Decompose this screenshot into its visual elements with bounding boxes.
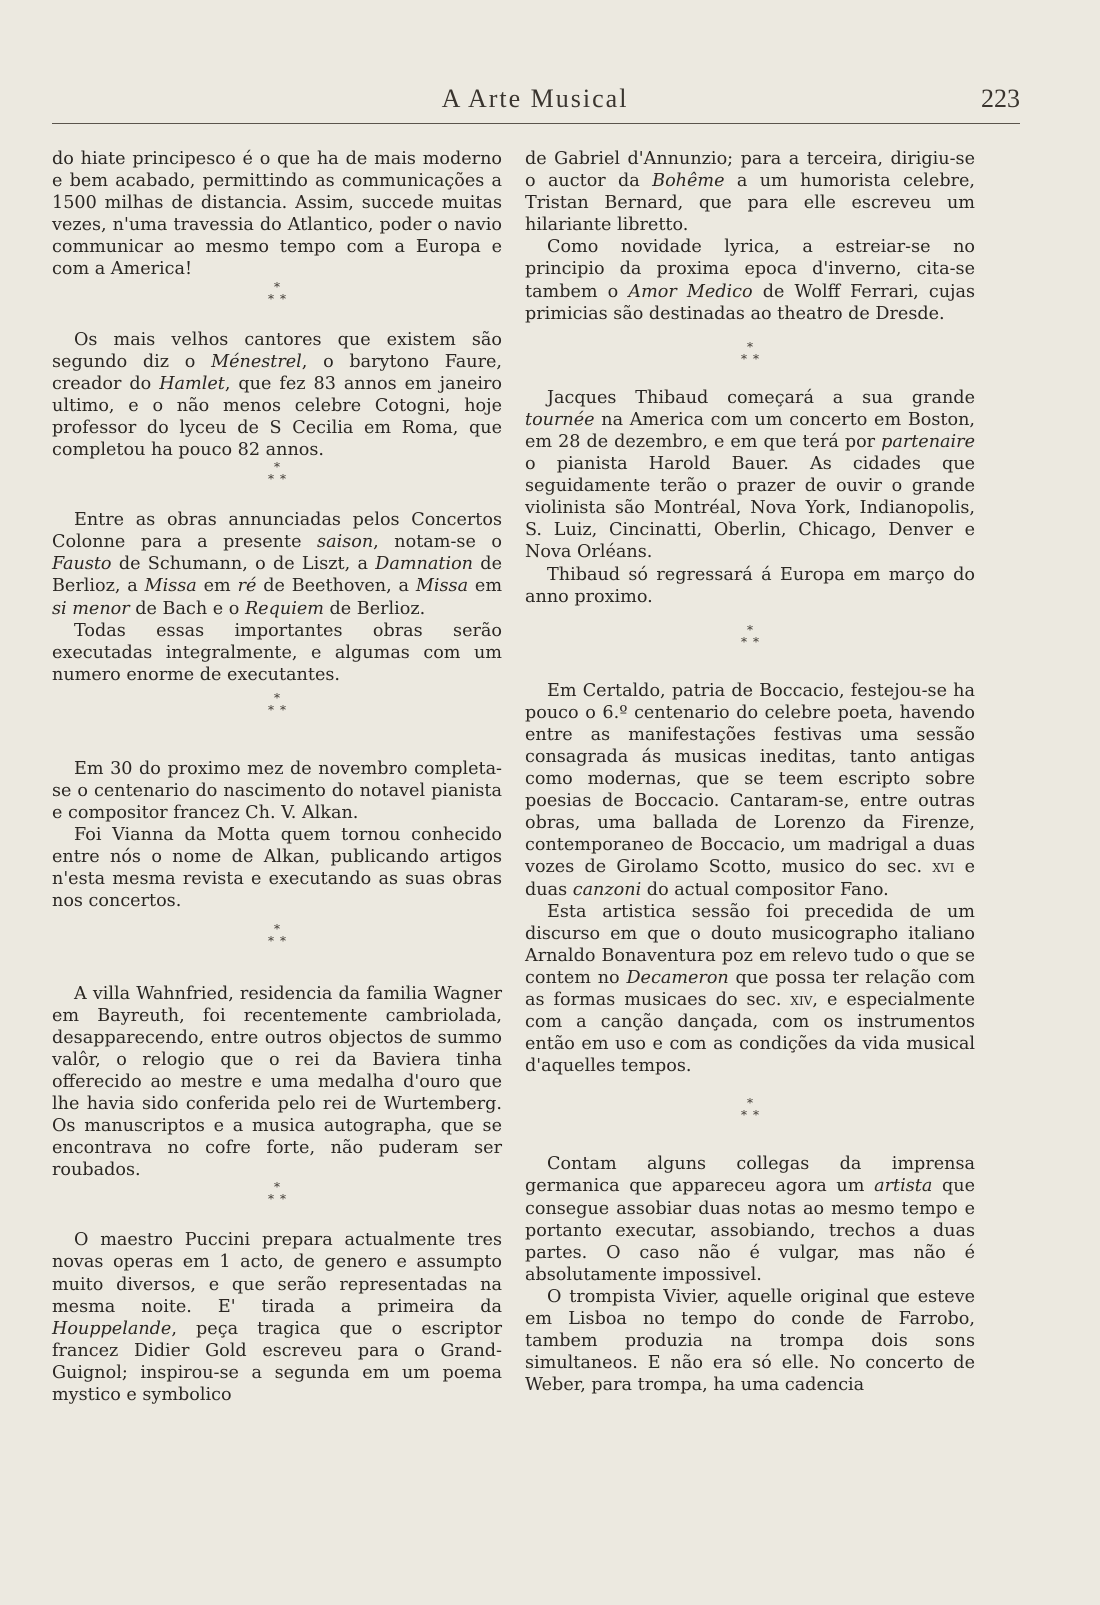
paragraph: Contam alguns collegas da imprensa germanica que appareceu agora um artista que consegue assobiar duas notas ao mesmo tempo e portanto executar, assobiando, trechos a duas partes. O caso não é vulgar, mas não é absolutamente impossivel. [525,1154,975,1285]
page-header [50,82,1020,122]
asterism: * ** [268,460,292,487]
running-title: A Arte Musical [441,84,629,113]
page-number: 223 [981,84,1020,113]
paragraph: de Gabriel d'Annunzio; para a terceira, dirigiu-se o auctor da Bohême a um humorista celebre, Tristan Bernard, que para elle escreveu um hilariante libretto. [525,149,975,236]
asterism: * ** [268,921,292,948]
paragraph: Em Certaldo, patria de Boccacio, festejou-se ha pouco o 6.º centenario do celebre poeta, havendo entre as manifestações festivas uma sessão consagrada ás musicas ineditas, tanto antigas como modernas, que se teem escripto sobre poesias de Boccacio. Cantaram-se, entre outras obras, uma ballada de Lorenzo da Firenze, contemporaneo de Boccacio, um madrigal a duas vozes de Girolamo Scotto, musico do sec. xvi e duas canzoni do actual compositor Fano. [525,680,975,900]
paragraph: Esta artistica sessão foi precedida de um discurso em que o douto musicographo italiano Arnaldo Bonaventura poz em relevo tudo o que se contem no Decameron que possa ter relação com as formas musicaes do sec. xiv, e especialmente com a canção dançada, com os instrumentos então em uso e com as condições da vida musical d'aquelles tempos. [525,901,975,1077]
right-column [525,148,975,1396]
paragraph: Entre as obras annunciadas pelos Concertos Colonne para a presente saison, notam-se o Fausto de Schumann, o de Liszt, a Damnation de Berlioz, a Missa em ré de Beethoven, a Missa em si menor de Bach e o Requiem de Berlioz. [52,510,502,619]
paragraph: Foi Vianna da Motta quem tornou conhecido entre nós o nome de Alkan, publicando artigos n'esta mesma revista e executando as suas obras nos concertos. [52,825,502,912]
paragraph: O maestro Puccini prepara actualmente tres novas operas em 1 acto, de genero e assumpto muito diversos, e que serão representadas na mesma noite. E' tirada a primeira da Houppelande, peça tragica que o escriptor francez Didier Gold escreveu para o Grand-Guignol; inspirou-se a segunda em um poema mystico e symbolico [52,1230,502,1406]
left-column [52,148,502,1406]
asterism: * ** [268,690,292,717]
paragraph: O trompista Vivier, aquelle original que esteve em Lisboa no tempo do conde de Farrobo, tambem produzia na trompa dois sons simultaneos. E não era só elle. No concerto de Weber, para trompa, ha uma cadencia [525,1286,975,1396]
paragraph: Os mais velhos cantores que existem são segundo diz o Ménestrel, o barytono Faure, creador do Hamlet, que fez 83 annos em janeiro ultimo, e o não menos celebre Cotogni, hoje professor do lyceu de S Cecilia em Roma, que completou ha pouco 82 annos. [52,329,502,461]
paragraph: do hiate principesco é o que ha de mais moderno e bem acabado, permittindo as communicações a 1500 milhas de distancia. Assim, succede muitas vezes, n'uma travessia do Atlantico, poder o navio communicar ao mesmo tempo com a Europa e com a America! [52,149,502,280]
asterism: * ** [268,279,292,306]
paragraph: A villa Wahnfried, residencia da familia Wagner em Bayreuth, foi recentemente cambriolada, desapparecendo, entre outros objectos de summo valôr, o relogio que o rei da Baviera tinha offerecido ao mestre e uma medalha d'ouro que lhe havia sido conferida pelo rei de Wurtemberg. Os manuscriptos e a musica autographa, que se encontrava no cofre forte, não puderam ser roubados. [52,983,502,1181]
paragraph: Como novidade lyrica, a estreiar-se no principio da proxima epoca d'inverno, cita-se tambem o Amor Medico de Wolff Ferrari, cujas primicias são destinadas ao theatro de Dresde. [525,237,975,324]
asterism: * ** [268,1180,292,1207]
paragraph: Thibaud só regressará á Europa em março do anno proximo. [525,564,975,607]
asterism: * ** [741,622,765,649]
header-rule [52,123,1020,124]
asterism: * ** [741,339,765,366]
paragraph: Jacques Thibaud começará a sua grande tournée na America com um concerto em Boston, em 28 de dezembro, e em que terá por partenaire o pianista Harold Bauer. As cidades que seguidamente terão o prazer de ouvir o grande violinista são Montréal, Nova York, Indianopolis, S. Luiz, Cincinatti, Oberlin, Chicago, Denver e Nova Orléans. [525,387,975,563]
paragraph: Todas essas importantes obras serão executadas integralmente, e algumas com um numero enorme de executantes. [52,620,502,685]
paragraph: Em 30 do proximo mez de novembro completa-se o centenario do nascimento do notavel pianista e compositor francez Ch. V. Alkan. [52,758,502,824]
asterism: * ** [741,1096,765,1123]
